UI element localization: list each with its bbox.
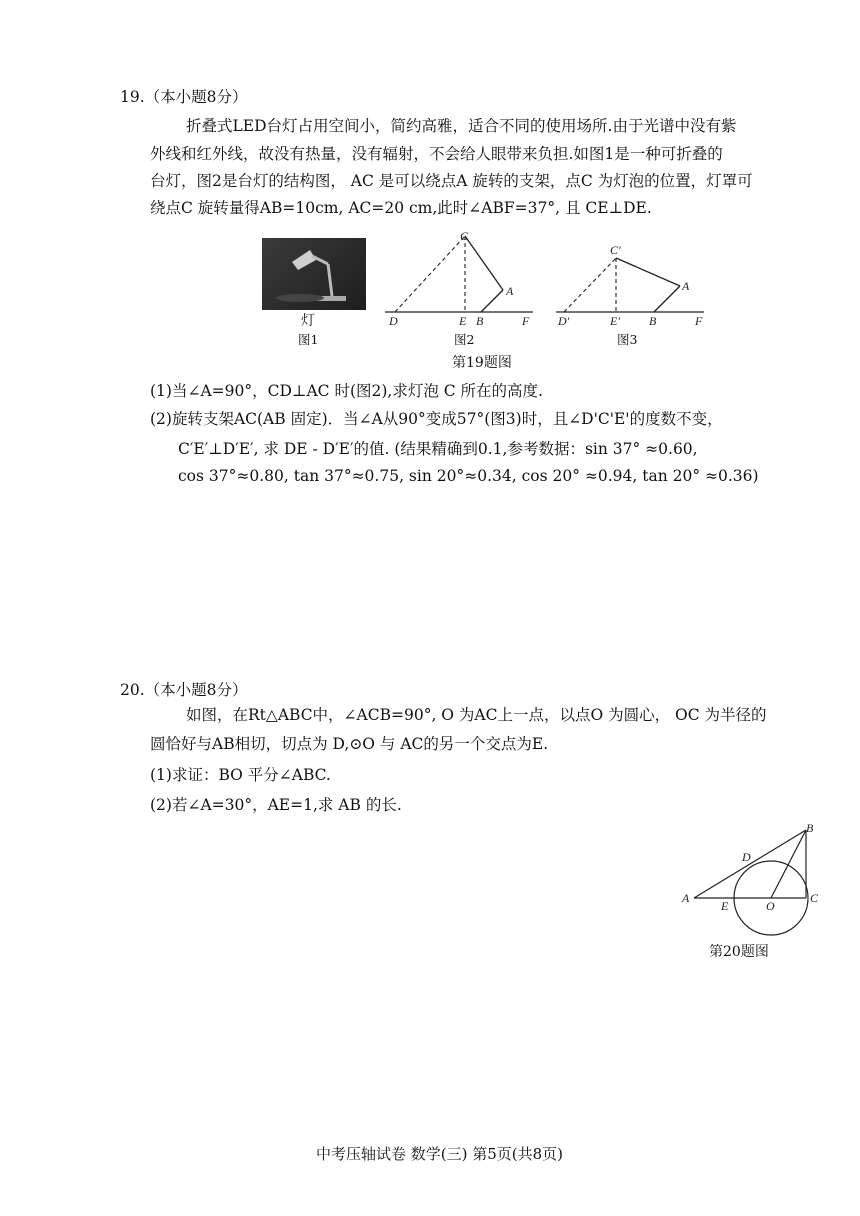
figure-3-diagram [556, 228, 716, 328]
q19-figure-title: 第19题图 [452, 355, 512, 371]
fig3-point-E: E′ [610, 314, 620, 328]
q20-paragraph-line: 如图，在Rt△ABC中，∠ACB=90°, O 为AC上一点，以点O 为圆心， OC 为半径的 [186, 706, 767, 724]
fig2-point-E: E [459, 314, 467, 328]
q19-header: 19.（本小题8分） [120, 88, 248, 106]
fig3-point-A: A [682, 279, 690, 293]
figure-20-diagram [680, 818, 820, 918]
fig2-point-A: A [506, 284, 514, 298]
lamp-icon [262, 238, 366, 310]
page-footer: 中考压轴试卷 数学(三) 第5页(共8页) [316, 1145, 564, 1163]
q20-paragraph-line: 圆恰好与AB相切，切点为 D,⊙O 与 AC的另一个交点为E. [150, 735, 549, 753]
fig20-point-B: B [806, 821, 814, 835]
q19-paragraph-line: 外线和红外线，故没有热量，没有辐射，不会给人眼带来负担.如图1是一种可折叠的 [150, 145, 723, 163]
q19-subquestion-2-line: (2)旋转支架AC(AB 固定)．当∠A从90°变成57°(图3)时，且∠D'C'E'的度数不变， [150, 410, 723, 428]
fig2-point-B: B [476, 314, 484, 328]
q19-subquestion-1: (1)当∠A=90°，CD⊥AC 时(图2),求灯泡 C 所在的高度. [150, 382, 543, 400]
fig2-point-D: D [389, 314, 398, 328]
fig3-point-F: F [695, 314, 703, 328]
q19-paragraph-line: 台灯，图2是台灯的结构图， AC 是可以绕点A 旋转的支架，点C 为灯泡的位置，灯罩可 [150, 172, 753, 190]
q19-subquestion-2-line: C′E′⊥D′E′, 求 DE - D′E′的值. (结果精确到0.1,参考数据：sin 37° ≈0.60, [178, 440, 698, 458]
fig2-point-F: F [522, 314, 530, 328]
q20-subquestion-2: (2)若∠A=30°，AE=1,求 AB 的长. [150, 796, 402, 814]
fig20-point-A: A [682, 891, 690, 905]
figure-2-diagram [385, 228, 545, 328]
fig20-point-O: O [766, 899, 775, 913]
fig2-point-C: C [460, 229, 469, 243]
fig1-caption: 图1 [298, 332, 319, 347]
fig1-label: 灯 [301, 313, 315, 329]
q19-paragraph-line: 折叠式LED台灯占用空间小，简约高雅，适合不同的使用场所.由于光谱中没有紫 [186, 117, 737, 135]
fig3-caption: 图3 [617, 332, 638, 347]
q20-subquestion-1: (1)求证：BO 平分∠ABC. [150, 766, 331, 784]
fig20-point-C: C [810, 891, 819, 905]
fig20-point-E: E [721, 899, 729, 913]
fig3-point-D: D′ [558, 314, 570, 328]
fig2-caption: 图2 [454, 332, 475, 347]
fig20-point-D: D [742, 850, 751, 864]
q20-header: 20.（本小题8分） [120, 681, 248, 699]
fig3-point-C: C′ [610, 243, 621, 257]
lamp-photo [262, 238, 366, 310]
q20-figure-title: 第20题图 [709, 944, 769, 960]
q19-subquestion-2-line: cos 37°≈0.80, tan 37°≈0.75, sin 20°≈0.34, cos 20° ≈0.94, tan 20° ≈0.36) [178, 467, 759, 485]
fig3-point-B: B [649, 314, 657, 328]
q19-paragraph-line: 绕点C 旋转量得AB=10cm, AC=20 cm,此时∠ABF=37°, 且 CE⊥DE. [150, 199, 652, 217]
